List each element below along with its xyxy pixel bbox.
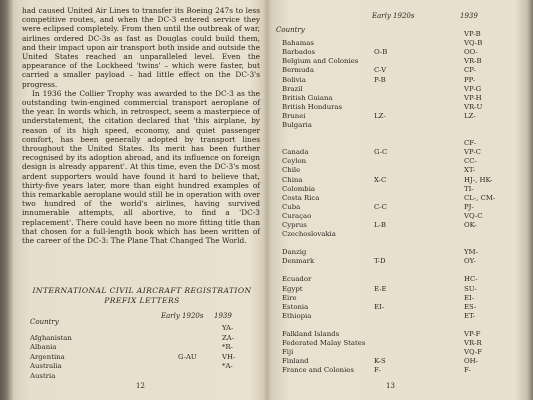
- early-1920s-cell: T-D: [374, 257, 386, 266]
- page-number-right: 13: [386, 382, 395, 390]
- 1939-cell: ET-: [464, 311, 476, 320]
- left-page: [16, 0, 266, 400]
- table-row: [272, 48, 522, 57]
- table-row: [272, 312, 522, 321]
- 1939-cell: OO-: [464, 48, 478, 57]
- 1939-cell: VP-G: [464, 84, 482, 93]
- country-cell: Danzig: [282, 248, 307, 257]
- table-row: [272, 330, 522, 339]
- country-cell: Barbados: [282, 48, 316, 57]
- country-cell: Ceylon: [282, 157, 307, 166]
- country-cell: Costa Rica: [282, 193, 320, 202]
- 1939-cell: YM-: [464, 248, 478, 257]
- table-row: [16, 324, 266, 333]
- country-cell: Eire: [282, 293, 297, 302]
- col-header-1939: 1939: [460, 12, 478, 20]
- 1939-cell: VP-F: [464, 329, 481, 338]
- country-cell: Argentina: [30, 352, 65, 361]
- 1939-cell: CC-: [464, 157, 477, 166]
- early-1920s-cell: O-B: [374, 48, 388, 57]
- country-cell: Bermuda: [282, 66, 314, 75]
- country-cell: Australia: [30, 362, 62, 371]
- country-cell: Cuba: [282, 202, 301, 211]
- early-1920s-cell: P-B: [374, 75, 386, 84]
- table-row: [272, 285, 522, 294]
- 1939-cell: HC-: [464, 275, 478, 284]
- 1939-cell: VQ-F: [464, 348, 482, 357]
- country-cell: Curaçao: [282, 211, 312, 220]
- 1939-cell: HJ-, HK-: [464, 175, 493, 184]
- table-row: [272, 230, 522, 239]
- early-1920s-cell: K-S: [374, 357, 386, 366]
- 1939-cell: XT-: [464, 166, 475, 175]
- table-row: [272, 294, 522, 303]
- country-cell: Brunei: [282, 111, 306, 120]
- body-text: [22, 6, 260, 245]
- col-header-1939: 1939: [214, 312, 232, 320]
- country-cell: Canada: [282, 148, 309, 157]
- 1939-cell: OK-: [464, 221, 477, 229]
- 1939-cell: OY-: [464, 257, 476, 266]
- 1939-cell: VR-U: [464, 102, 483, 111]
- country-cell: Bulgaria: [282, 121, 312, 129]
- country-cell: China: [282, 175, 303, 184]
- section-heading: [24, 286, 260, 306]
- country-cell: Colombia: [282, 184, 316, 193]
- 1939-cell: ZA-: [222, 333, 235, 342]
- 1939-cell: VH-: [222, 352, 236, 361]
- early-1920s-cell: L-B: [374, 221, 386, 229]
- 1939-cell: CF-: [464, 139, 477, 148]
- country-cell: Finland: [282, 357, 309, 366]
- table-row: [272, 76, 522, 85]
- heading-line-2: PREFIX LETTERS: [104, 296, 180, 305]
- early-1920s-cell: X-C: [374, 175, 387, 184]
- table-row: [272, 303, 522, 312]
- early-1920s-cell: C-C: [374, 202, 387, 211]
- table-row: [272, 348, 522, 357]
- table-row: [272, 94, 522, 103]
- 1939-cell: LZ-: [464, 111, 476, 120]
- country-cell: Federated Malay States: [282, 339, 366, 347]
- country-cell: Falkland Islands: [282, 329, 340, 338]
- country-cell: Fiji: [282, 348, 294, 357]
- country-cell: Austria: [30, 372, 56, 380]
- right-page: [272, 0, 522, 400]
- table-row: [272, 139, 522, 148]
- 1939-cell: VQ-B: [464, 39, 483, 48]
- 1939-cell: VP-B: [464, 30, 481, 38]
- table-row: [16, 343, 266, 352]
- table-row: [16, 372, 266, 381]
- country-cell: Albania: [30, 343, 57, 352]
- early-1920s-cell: LZ-: [374, 111, 386, 120]
- table-row: [16, 353, 266, 362]
- table-row: [272, 176, 522, 185]
- paragraph-2: In 1936 the Collier Trophy was awarded to the DC-3 as the outstanding twin-engined commercial transport aeroplane of the year. In words which, in retrospect, seem a masterpiece of understatement, the citation declared that 'this airplane, by reason of its high speed, economy, and quiet passenger comfort, has been generally adopted by transport lines throughout the United States. Its merit has been further recognised by its adoption abroad, and its influence on foreign design is already apparent'. At this time, even the DC-3's most ardent supporters would have found it hard to believe that, thirty-five years later, more than eight hundred examples of this remarkable aeroplane would still be in operation with over two hundred of the world's airlines, having survived innumerable attempts, all abortive, to find a 'DC-3 replacement'. There could have been no more fitting title than that chosen for a full-length book which has been written of the career of the DC-3: The Plane That Changed The World.: [22, 88, 260, 246]
- table-row: [272, 357, 522, 366]
- 1939-cell: YA-: [222, 324, 234, 332]
- heading-line-1: INTERNATIONAL CIVIL AIRCRAFT REGISTRATION: [32, 286, 252, 295]
- table-row: [272, 203, 522, 212]
- 1939-cell: VR-R: [464, 339, 482, 347]
- 1939-cell: OH-: [464, 357, 478, 366]
- 1939-cell: ES-: [464, 302, 477, 311]
- early-1920s-cell: C-V: [374, 66, 387, 75]
- country-cell: France and Colonies: [282, 366, 354, 375]
- country-cell: Cyprus: [282, 221, 307, 229]
- table-row: [272, 248, 522, 257]
- 1939-cell: VP-H: [464, 93, 482, 102]
- table-row: [272, 30, 522, 39]
- col-header-early: Early 1920s: [372, 12, 415, 20]
- 1939-cell: CL-, CM-: [464, 193, 496, 202]
- table-row: [272, 157, 522, 166]
- table-row: [272, 166, 522, 175]
- country-cell: Denmark: [282, 257, 315, 266]
- country-cell: British Guiana: [282, 93, 333, 102]
- 1939-cell: PP-: [464, 75, 476, 84]
- country-cell: Ecuador: [282, 275, 312, 284]
- country-cell: Belgium and Colonies: [282, 57, 359, 66]
- col-header-early: Early 1920s: [161, 312, 204, 320]
- early-1920s-cell: G-AU: [178, 352, 197, 361]
- table-row: [272, 112, 522, 121]
- table-row: [272, 185, 522, 194]
- 1939-cell: PJ-: [464, 202, 474, 211]
- country-cell: Brazil: [282, 84, 303, 93]
- page-number-left: 12: [136, 382, 145, 390]
- table-row: [272, 39, 522, 48]
- 1939-cell: SU-: [464, 284, 477, 293]
- early-1920s-cell: E-E: [374, 284, 387, 293]
- table-row: [272, 57, 522, 66]
- country-cell: Chile: [282, 166, 301, 175]
- country-cell: Estonia: [282, 302, 309, 311]
- 1939-cell: F-: [464, 366, 471, 375]
- table-row: [272, 194, 522, 203]
- country-cell: Ethiopia: [282, 311, 312, 320]
- early-1920s-cell: EI-: [374, 302, 385, 311]
- 1939-cell: *R-: [222, 343, 233, 352]
- 1939-cell: TI-: [464, 184, 474, 193]
- country-cell: Czechoslovakia: [282, 230, 336, 239]
- table-row: [272, 221, 522, 230]
- 1939-cell: *A-: [222, 362, 233, 371]
- paragraph-1: had caused United Air Lines to transfer its Boeing 247s to less competitive routes, and when the DC-3 entered service they were eclipsed completely. From then until the outbreak of war, airlines ordered DC-3s as fast as Douglas could build them, and their impact upon air transport both inside and outside the United States reached an unparalleled level. Even the appearance of the Lockheed 'twins' – which were faster, but carried a smaller payload – had little effect on the DC-3's progress.: [22, 6, 260, 89]
- table-row: [272, 121, 522, 130]
- table-row: [16, 362, 266, 371]
- table-row: [272, 275, 522, 284]
- table-row: [272, 339, 522, 348]
- table-row: [272, 66, 522, 75]
- 1939-cell: VQ-C: [464, 211, 483, 220]
- table-row: [272, 85, 522, 94]
- 1939-cell: CP-: [464, 66, 476, 75]
- table-row: [272, 366, 522, 375]
- table-row: [272, 103, 522, 112]
- country-cell: Afghanistan: [30, 333, 72, 342]
- table-row: [272, 148, 522, 157]
- early-1920s-cell: F-: [374, 366, 381, 375]
- table-row: [16, 334, 266, 343]
- country-cell: Bahamas: [282, 39, 314, 48]
- 1939-cell: VR-B: [464, 57, 482, 66]
- country-cell: Egypt: [282, 284, 303, 293]
- col-header-country: Country: [276, 26, 305, 34]
- table-row: [272, 257, 522, 266]
- country-cell: Bolivia: [282, 75, 306, 84]
- 1939-cell: VP-C: [464, 148, 481, 157]
- early-1920s-cell: G-C: [374, 148, 388, 157]
- table-row: [272, 212, 522, 221]
- country-cell: British Honduras: [282, 102, 343, 111]
- 1939-cell: EI-: [464, 293, 475, 302]
- col-header-country: Country: [30, 318, 59, 326]
